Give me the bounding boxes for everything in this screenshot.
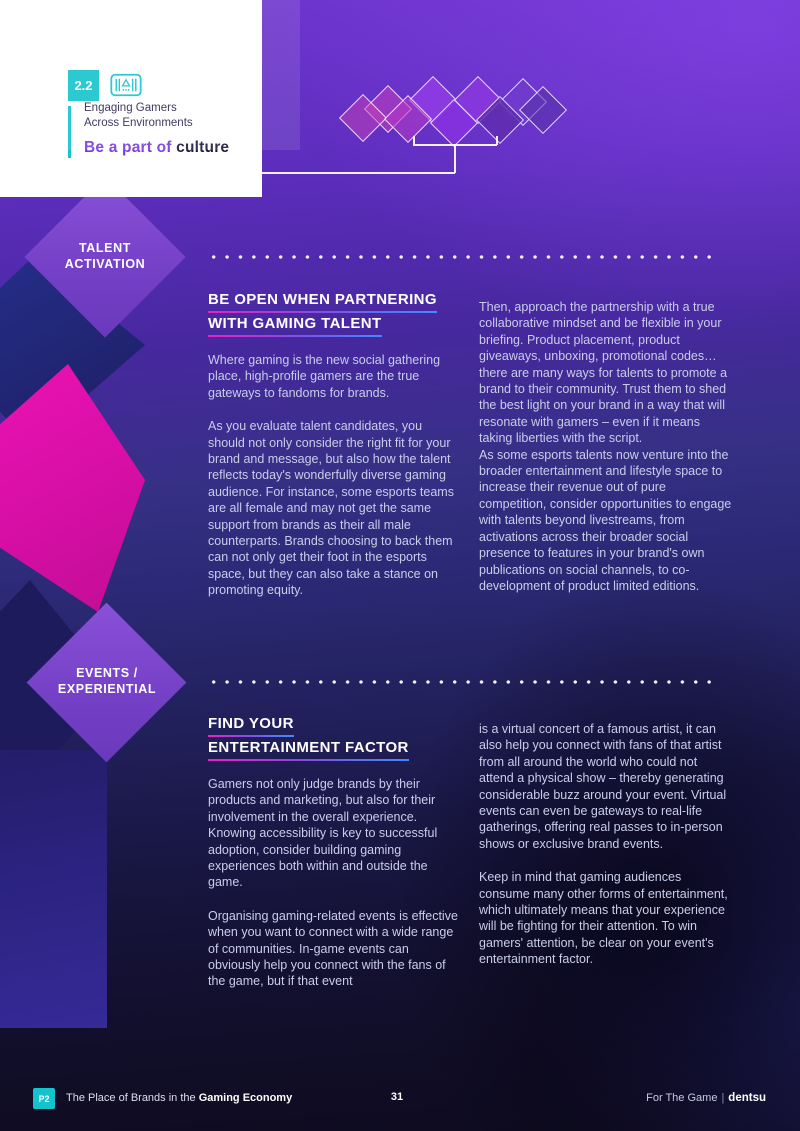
body-paragraph: Then, approach the partnership with a true collaborative mindset and be flexible in your briefing. Product placement, product giveaways, unboxing, promotional codes… there are many ways for talents to promote a brand to their community. Trust them to shed the best light on your brand in a way that will resonate with gamers – even if it means taking liberties with the script. xyxy=(479,300,728,446)
section2-right-column xyxy=(479,721,735,985)
section1-left-column xyxy=(208,292,460,616)
chapter-title-accent: Be a part of xyxy=(84,139,177,156)
chapter-title-rest: culture xyxy=(176,139,230,156)
footer-separator: | xyxy=(721,1092,725,1104)
accent-rule xyxy=(68,106,71,158)
bracket-stem xyxy=(454,144,456,173)
section1-right-column xyxy=(479,299,735,594)
heading-line: ENTERTAINMENT FACTOR xyxy=(208,740,409,761)
label-line: EVENTS / xyxy=(76,666,138,680)
section2-heading xyxy=(208,716,460,764)
label-line: ACTIVATION xyxy=(64,257,146,271)
label-line: EXPERIENTIAL xyxy=(57,682,157,696)
footer-tagline: For The Game xyxy=(646,1092,718,1104)
dotted-separator xyxy=(207,680,717,684)
handheld-console-icon xyxy=(110,73,142,102)
heading-line: WITH GAMING TALENT xyxy=(208,316,382,337)
body-paragraph: As some esports talents now venture into the broader entertainment and lifestyle space to increase their revenue out of pure competition, consider opportunities to engage with talents beyond livestreams, from activations across their broader social presence to features in your brand's own publications on social channels, to co-development of product limited editions. xyxy=(479,447,732,593)
chapter-kicker xyxy=(84,101,193,131)
footer-brand xyxy=(646,1092,766,1104)
dotted-separator xyxy=(207,255,717,259)
section1-heading xyxy=(208,292,460,340)
page-number: 31 xyxy=(390,1091,404,1103)
kicker-line: Engaging Gamers xyxy=(84,102,177,114)
indigo-block xyxy=(0,750,107,1028)
heading-line: BE OPEN WHEN PARTNERING xyxy=(208,292,437,313)
dentsu-logo: dentsu xyxy=(728,1092,766,1104)
body-paragraph: Keep in mind that gaming audiences consume many other forms of entertainment, which ultimately means that your experience will be fighting for their attention. To win gamers' attention, be clear on your event's entertainment factor. xyxy=(479,870,728,967)
body-paragraph: Organising gaming-related events is effective when you want to connect with a wide range of communities. In-game events can obviously help you connect with the fans of the game, but if that event xyxy=(208,908,458,989)
part-badge: P2 xyxy=(33,1088,55,1109)
body-paragraph: As you evaluate talent candidates, you should not only consider the right fit for your brand and message, but also how the talent reflects today's wonderfully diverse gaming audience. For instance, some esports teams are all female and may not get the same support from brands as their all male counterparts. Brands choosing to back them can not only get their foot in the esports space, but they can also take a stance on promoting equity. xyxy=(208,419,454,598)
document-title xyxy=(66,1092,292,1104)
kicker-line: Across Environments xyxy=(84,117,193,129)
body-paragraph: Where gaming is the new social gathering place, high-profile gamers are the true gateways to fandoms for brands. xyxy=(208,353,441,400)
body-paragraph: Gamers not only judge brands by their products and marketing, but also for their involvement in the overall experience. Knowing accessibility is key to successful adoption, consider building gaming experiences both within and outside the game. xyxy=(208,777,438,890)
document-title-bold: Gaming Economy xyxy=(198,1092,293,1104)
chapter-title xyxy=(84,139,229,157)
talent-activation-label xyxy=(25,240,185,272)
connector-line xyxy=(262,172,455,174)
section-number-badge: 2.2 xyxy=(68,70,99,101)
section2-left-column xyxy=(208,716,460,1007)
heading-line: FIND YOUR xyxy=(208,716,294,737)
document-title-regular: The Place of Brands in the xyxy=(66,1092,199,1104)
body-paragraph: is a virtual concert of a famous artist, it can also help you connect with fans of that artist from all around the world who could not attend a physical show – thereby generating considerable buzz around your event. Virtual events can even be gateways to real-life gatherings, offering real passes to in-person shows or exclusive brand events. xyxy=(479,722,727,851)
label-line: TALENT xyxy=(79,241,131,255)
events-experiential-label xyxy=(27,665,187,697)
